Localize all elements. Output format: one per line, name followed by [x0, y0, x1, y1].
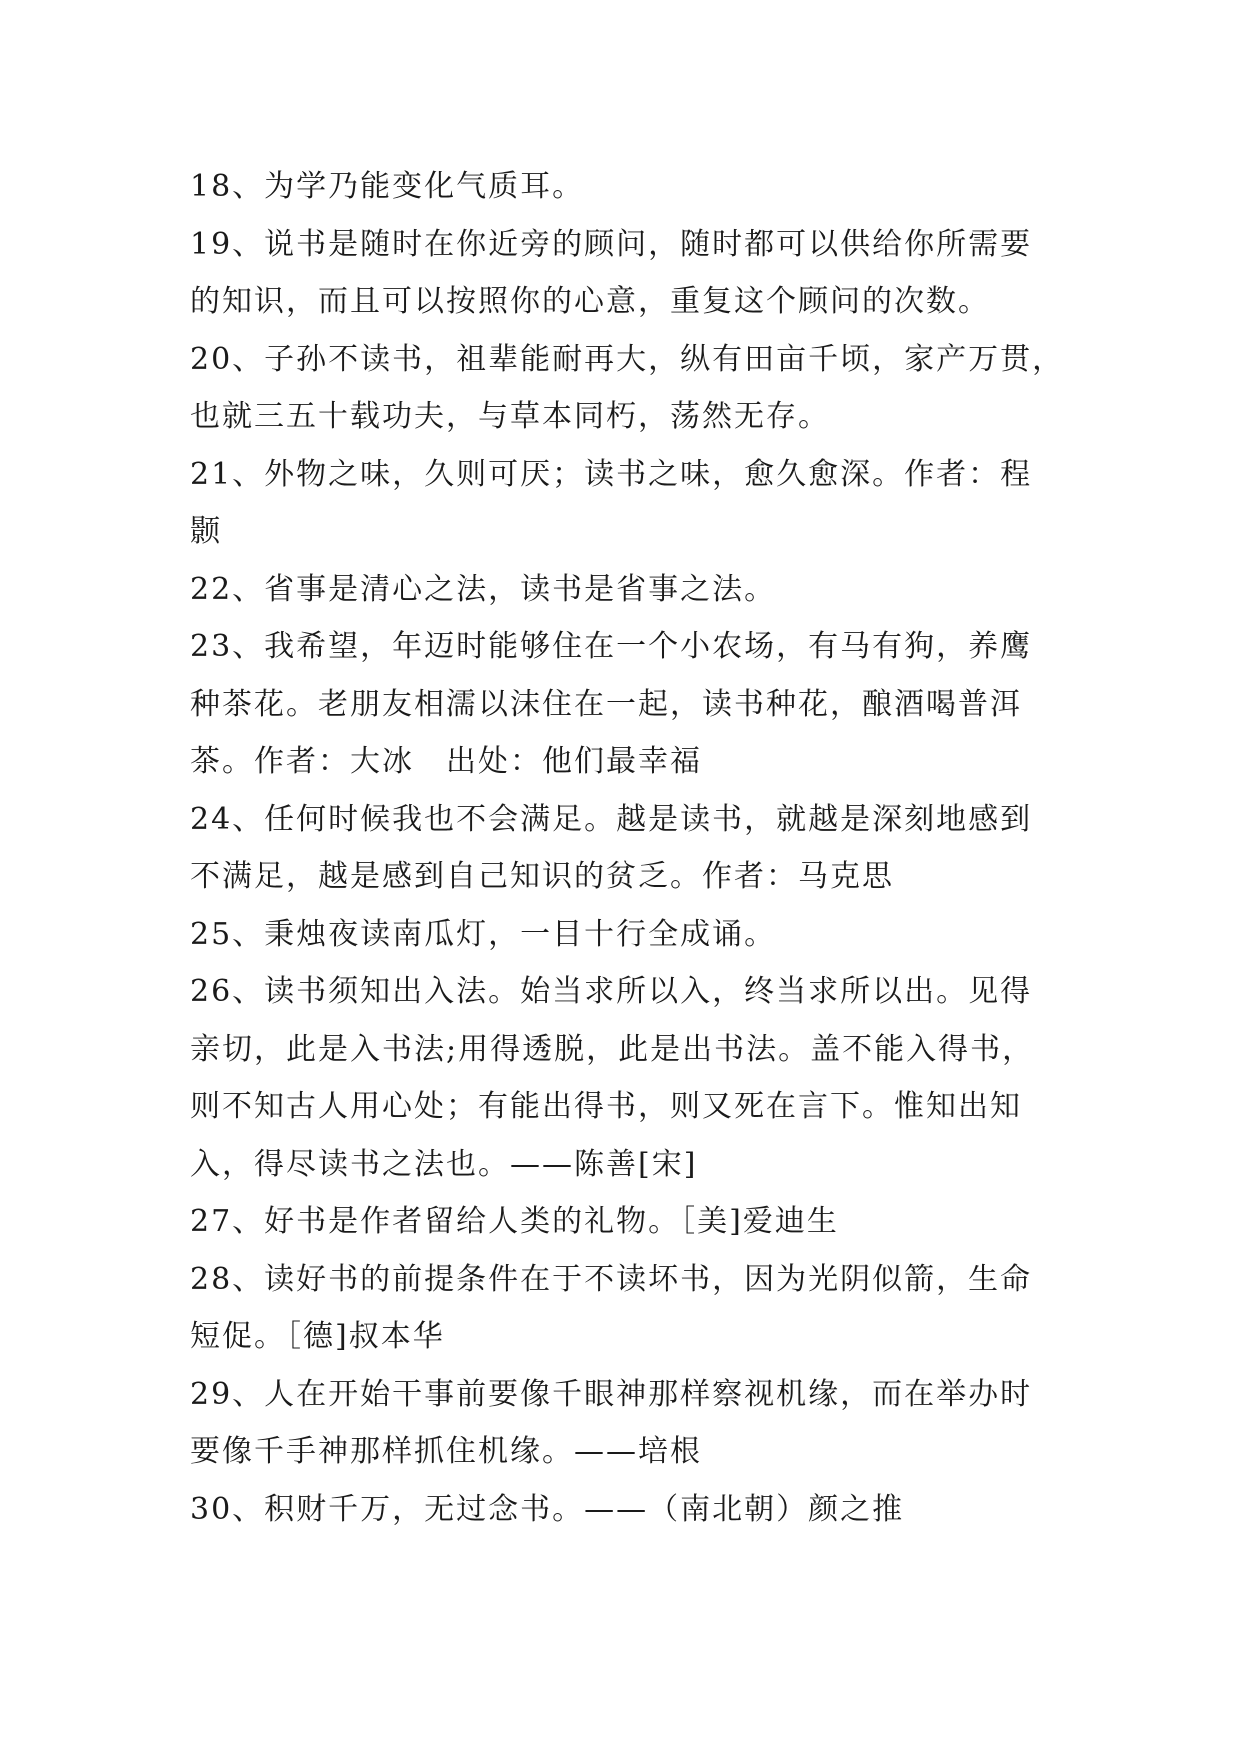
text-line: 20、子孙不读书，祖辈能耐再大，纵有田亩千顷，家产万贯，	[190, 341, 1065, 377]
text-line: 21、外物之味，久则可厌；读书之味，愈久愈深。作者：程	[190, 456, 1033, 492]
text-line: 要像千手神那样抓住机缘。——培根	[190, 1434, 702, 1469]
text-line: 则不知古人用心处；有能出得书，则又死在言下。惟知出知	[190, 1089, 1022, 1124]
text-line: 27、好书是作者留给人类的礼物。［美]爱迪生	[190, 1204, 839, 1239]
text-line: 30、积财千万，无过念书。——（南北朝）颜之推	[190, 1491, 905, 1527]
text-line: 25、秉烛夜读南瓜灯，一目十行全成诵。	[190, 916, 777, 952]
text-line: 19、说书是随时在你近旁的顾问，随时都可以供给你所需要	[190, 226, 1033, 262]
text-line: 29、人在开始干事前要像千眼神那样察视机缘，而在举办时	[190, 1376, 1033, 1412]
text-line: 也就三五十载功夫，与草本同朽，荡然无存。	[190, 399, 830, 434]
text-line: 短促。［德]叔本华	[190, 1319, 445, 1354]
text-line: 颢	[190, 514, 222, 549]
text-line: 亲切，此是入书法;用得透脱，此是出书法。盖不能入得书，	[190, 1031, 1035, 1067]
text-line: 种茶花。老朋友相濡以沫住在一起，读书种花，酿酒喝普洱	[190, 686, 1022, 722]
text-line: 的知识，而且可以按照你的心意，重复这个顾问的次数。	[190, 284, 990, 319]
text-line: 不满足，越是感到自己知识的贫乏。作者：马克思	[190, 859, 894, 894]
text-line: 26、读书须知出入法。始当求所以入，终当求所以出。见得	[190, 974, 1033, 1009]
text-line: 入，得尽读书之法也。——陈善[宋]	[190, 1146, 698, 1182]
text-line: 18、为学乃能变化气质耳。	[190, 169, 585, 204]
text-line: 22、省事是清心之法，读书是省事之法。	[190, 571, 777, 607]
quote-list	[190, 158, 1065, 1538]
text-line: 24、任何时候我也不会满足。越是读书，就越是深刻地感到	[190, 801, 1033, 837]
text-line: 28、读好书的前提条件在于不读坏书，因为光阴似箭，生命	[190, 1261, 1033, 1297]
text-line: 23、我希望，年迈时能够住在一个小农场，有马有狗，养鹰	[190, 629, 1033, 664]
text-line: 茶。作者：大冰 出处：他们最幸福	[190, 744, 702, 779]
